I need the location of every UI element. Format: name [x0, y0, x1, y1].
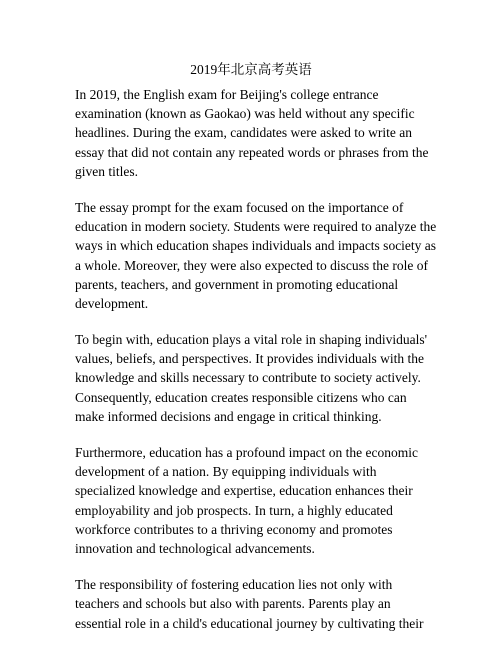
paragraph-line: teachers and schools but also with parents. Parents play an	[75, 596, 391, 612]
paragraph-4	[75, 443, 431, 558]
paragraph-line: The essay prompt for the exam focused on the importance of	[75, 199, 404, 215]
paragraph-line: make informed decisions and engage in critical thinking.	[75, 408, 382, 424]
paragraph-5	[75, 575, 431, 633]
paragraph-line: Furthermore, education has a profound impact on the economic	[75, 445, 419, 460]
document-body	[75, 85, 437, 650]
paragraph-line: ways in which education shapes individuals and impacts society as	[75, 238, 437, 254]
paragraph-line: development of a nation. By equipping individuals with	[75, 464, 377, 480]
paragraph-line: In 2019, the English exam for Beijing's college entrance	[75, 87, 379, 102]
paragraph-line: parents, teachers, and government in promoting educational	[75, 276, 399, 292]
paragraph-line: given titles.	[75, 163, 138, 179]
paragraph-line: education in modern society. Students were required to analyze the	[75, 219, 437, 235]
paragraph-line: development.	[75, 295, 149, 311]
paragraph-1	[75, 85, 431, 181]
document-title: 2019年北京高考英语	[190, 62, 312, 77]
paragraph-line: a whole. Moreover, they were also expected to discuss the role of	[75, 257, 428, 273]
paragraph-line: Consequently, education creates responsible citizens who can	[75, 389, 407, 405]
paragraph-line: specialized knowledge and expertise, education enhances their	[75, 483, 413, 499]
paragraph-line: examination (known as Gaokao) was held without any specific	[75, 106, 415, 122]
paragraph-line: To begin with, education plays a vital role in shaping individuals'	[75, 332, 428, 348]
paragraph-line: headlines. During the exam, candidates were asked to write an	[75, 125, 412, 141]
paragraph-line: essay that did not contain any repeated words or phrases from the	[75, 144, 429, 160]
paragraph-line: knowledge and skills necessary to contribute to society actively.	[75, 370, 421, 386]
paragraph-line: workforce contributes to a thriving economy and promotes	[75, 521, 393, 537]
paragraph-line: employability and job prospects. In turn, a highly educated	[75, 502, 393, 518]
paragraph-line: essential role in a child's educational journey by cultivating their	[75, 615, 424, 631]
paragraph-3	[75, 330, 431, 426]
paragraph-line: innovation and technological advancements.	[75, 540, 315, 556]
paragraph-line: values, beliefs, and perspectives. It provides individuals with the	[75, 351, 425, 367]
paragraph-2	[75, 198, 437, 313]
paragraph-line: The responsibility of fostering education lies not only with	[75, 577, 393, 593]
